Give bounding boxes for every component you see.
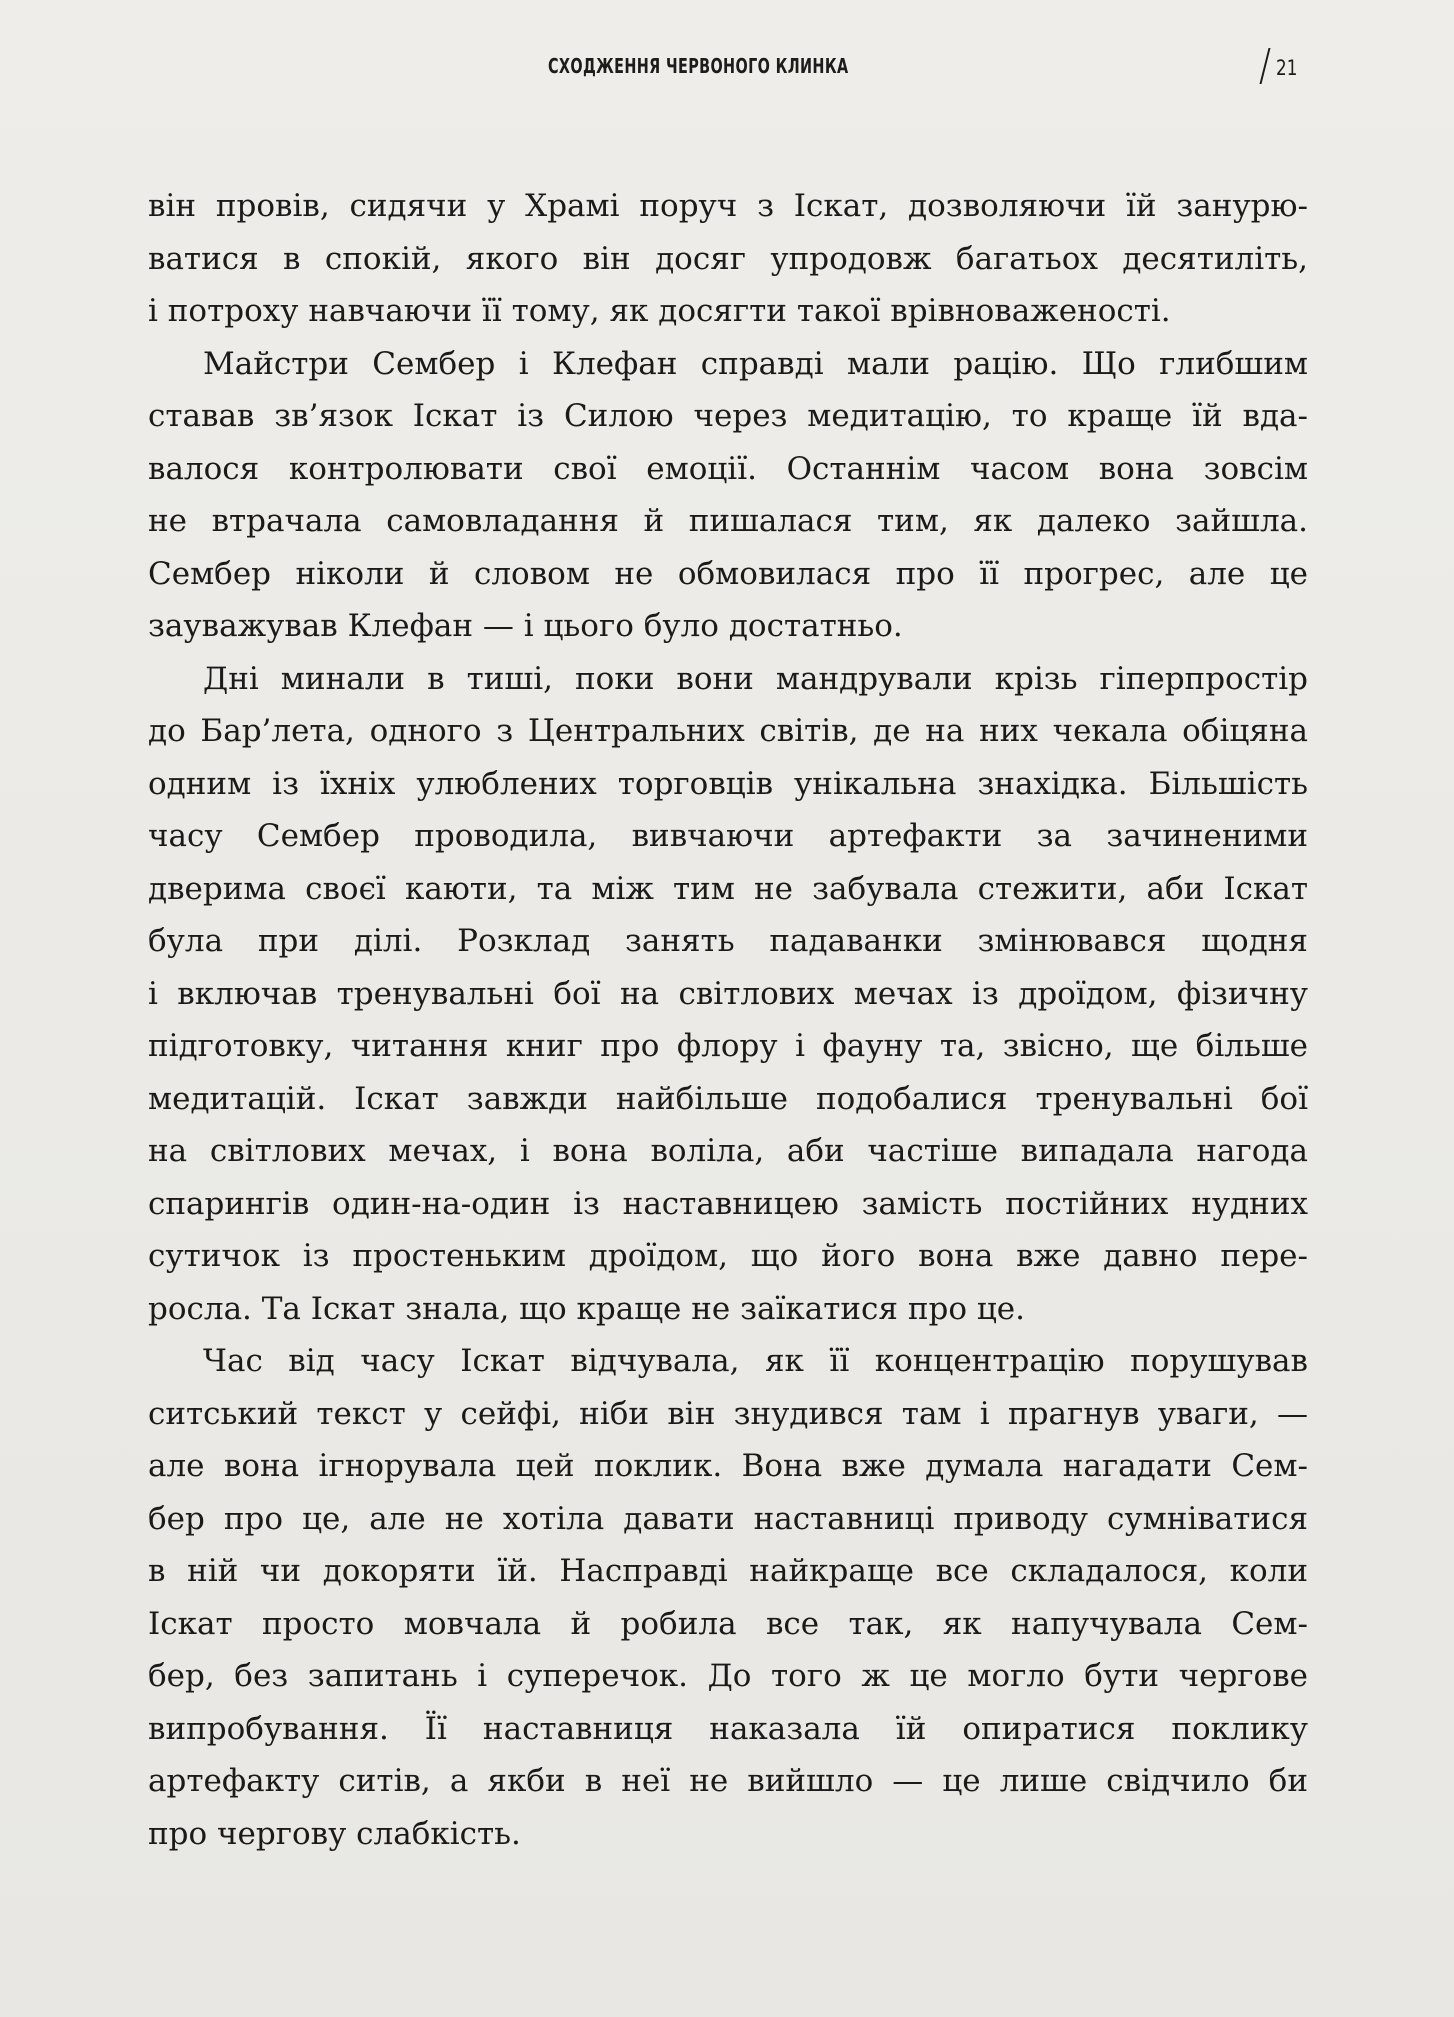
text-line: росла. Та Іскат знала, що краще не заїкатися про це. [148,1290,1025,1327]
text-line: але вона ігнорувала цей поклик. Вона вже думала нагадати Сем- [148,1448,1308,1484]
text-line: до Бар’лета, одного з Центральних світів, де на них чекала обіцяна [148,713,1308,749]
text-line: Майстри Сембер і Клефан справді мали рацію. Що глибшим [203,345,1308,382]
text-line: він провів, сидячи у Храмі поруч з Іскат, дозволяючи їй занурю- [148,188,1308,224]
running-title: СХОДЖЕННЯ ЧЕРВОНОГО КЛИНКА [548,54,849,78]
text-line: в ній чи докоряти їй. Насправді найкраще все складалося, коли [148,1553,1308,1589]
text-line: ватися в спокій, якого він досяг упродовж багатьох десятиліть, [148,240,1308,277]
text-line: артефакту ситів, а якби в неї не вийшло — це лише свідчило би [148,1763,1308,1799]
text-line: на світлових мечах, і вона воліла, аби частіше випадала нагода [148,1133,1308,1169]
text-line: Іскат просто мовчала й робила все так, як напучувала Сем- [148,1605,1308,1642]
text-line: часу Сембер проводила, вивчаючи артефакти за зачиненими [148,818,1308,854]
folio-slash-mark [1260,48,1271,84]
text-line: медитацій. Іскат завжди найбільше подобалися тренувальні бої [148,1080,1308,1117]
text-line: спарингів один-на-один із наставницею замість постійних нудних [148,1185,1308,1222]
text-line: і потроху навчаючи її тому, як досягти такої врівноваженості. [148,293,1171,329]
page-number: 21 [1276,56,1298,80]
text-line: Дні минали в тиші, поки вони мандрували крізь гіперпростір [203,660,1308,697]
body-text [148,180,1308,1860]
text-line: бер про це, але не хотіла давати наставниці приводу сумніватися [148,1500,1308,1537]
text-line: Час від часу Іскат відчувала, як її концентрацію порушував [203,1343,1308,1379]
text-line: сутичок із простеньким дроїдом, що його вона вже давно пере- [148,1238,1308,1274]
text-line: про чергову слабкість. [148,1815,521,1852]
text-line: підготовку, читання книг про флору і фауну та, звісно, ще більше [148,1028,1308,1064]
text-line: випробування. Її наставниця наказала їй опиратися поклику [148,1710,1308,1747]
page-folio [1264,48,1303,88]
text-line: ситський текст у сейфі, ніби він знудився там і прагнув уваги, — [148,1395,1308,1432]
text-line: не втрачала самовладання й пишалася тим, як далеко зайшла. [148,503,1308,539]
text-line: зауважував Клефан — і цього було достатньо. [148,608,903,644]
text-line: валося контролювати свої емоції. Останнім часом вона зовсім [148,450,1308,487]
text-line: одним із їхніх улюблених торговців унікальна знахідка. Більшість [148,765,1308,802]
text-line: і включав тренувальні бої на світлових мечах із дроїдом, фізичну [148,975,1308,1012]
text-line: Сембер ніколи й словом не обмовилася про її прогрес, але це [148,555,1308,592]
text-line: була при ділі. Розклад занять падаванки змінювався щодня [148,923,1308,959]
text-line: дверима своєї каюти, та між тим не забувала стежити, аби Іскат [148,870,1308,907]
text-line: ставав зв’язок Іскат із Силою через медитацію, то краще їй вда- [148,398,1308,434]
text-line: бер, без запитань і суперечок. До того ж це могло бути чергове [148,1658,1308,1694]
